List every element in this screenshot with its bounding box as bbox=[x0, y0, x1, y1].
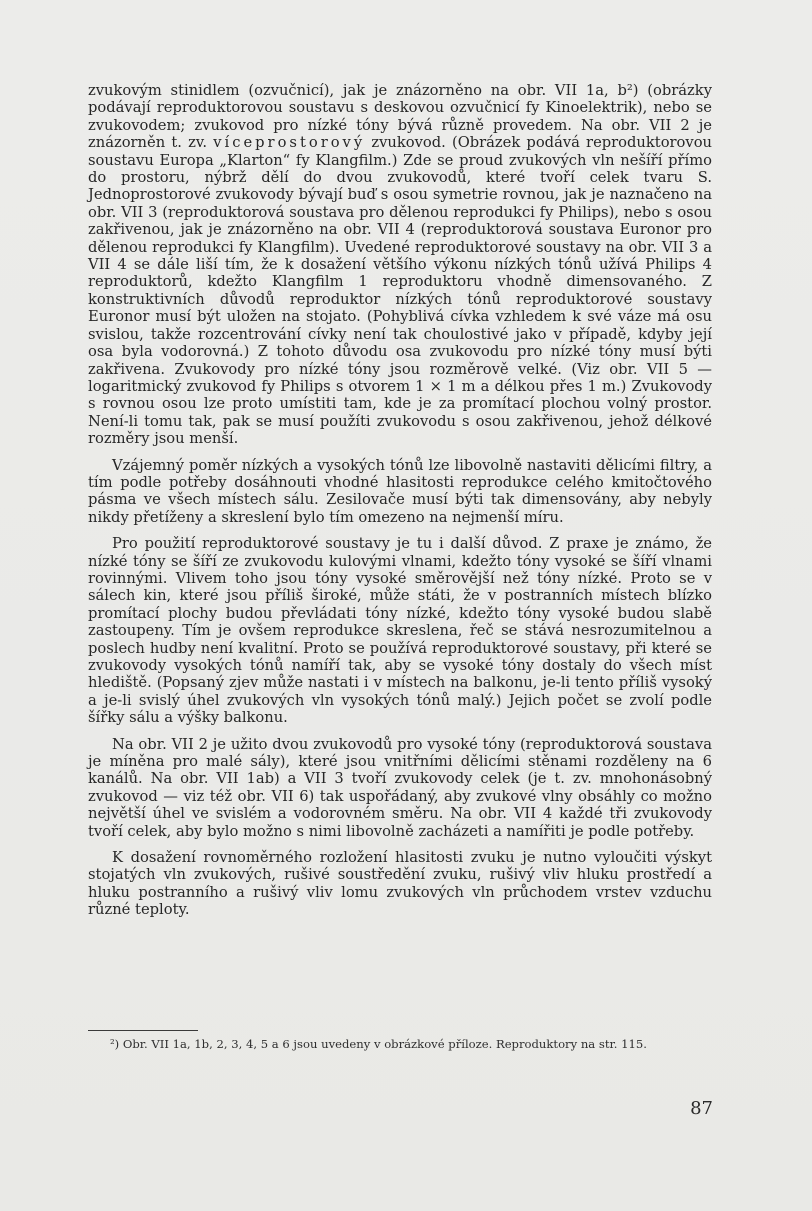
paragraph-1 bbox=[88, 82, 712, 448]
paragraph-1-text-b: zvukovod. (Obrázek podává reproduktorovou soustavu Europa „Klarton“ fy Klangfilm.) Zde se proud zvukových vln nešíří přímo do prostoru, nýbrž dělí do dvou zvukovodů, které tvoří celek tvaru S. Jednoprostorové zvukovody bývají buď s osou symetrie rovnou, jak je naznačeno na obr. VII 3 (reproduktorová soustava pro dělenou reprodukci fy Philips), nebo s osou zakřivenou, jak je znázorněno na obr. VII 4 (reproduktorová soustava Euronor pro dělenou reprodukci fy Klangfilm). Uvedené reproduktorové soustavy na obr. VII 3 a VII 4 se dále liší tím, že k dosažení většího výkonu nízkých tónů užívá Philips 4 reproduktorů, kdežto Klangfilm 1 reproduktoru vhodně dimensovaného. Z konstruktivních důvodů reproduktor nízkých tónů reproduktorové soustavy Euronor musí být uložen na stojato. (Pohyblivá cívka vzhledem k své váze má osu svislou, takže rozcentrování cívky není tak choulostivé jako v případě, kdyby její osa byla vodorovná.) Z tohoto důvodu osa zvukovodu pro nízké tóny musí býti zakřivena. Zvukovody pro nízké tóny jsou rozměrově velké. (Viz obr. VII 5 — logaritmický zvukovod fy Philips s otvorem 1 × 1 m a délkou přes 1 m.) Zvukovody s rovnou osou lze proto umístiti tam, kde je za promítací plochou volný prostor. Není-li tomu tak, pak se musí použíti zvukovodu s osou zakřivenou, jehož délkové rozměry jsou menší. bbox=[88, 134, 712, 448]
footnote: ²) Obr. VII 1a, 1b, 2, 3, 4, 5 a 6 jsou uvedeny v obrázkové příloze. Reproduktory na str. 115. bbox=[110, 1037, 647, 1051]
paragraph-3: Pro použití reproduktorové soustavy je tu i další důvod. Z praxe je známo, že nízké tóny se šíří ze zvukovodu kulovými vlnami, kdežto tóny vysoké se šíří vlnami rovinnými. Vlivem toho jsou tóny vysoké směrovější než tóny nízké. Proto se v sálech kin, které jsou příliš široké, může státi, že v postranních místech blízko promítací plochy budou převládati tóny nízké, kdežto tóny vysoké budou slabě zastoupeny. Tím je ovšem reprodukce skreslena, řeč se stává nesrozumitelnou a poslech hudby není kvalitní. Proto se používá reproduktorové soustavy, při které se zvukovody vysokých tónů namíří tak, aby se vysoké tóny dostaly do všech míst hlediště. (Popsaný zjev může nastati i v místech na balkonu, je-li tento příliš vysoký a je-li svislý úhel zvukových vln vysokých tónů malý.) Jejich počet se zvolí podle šířky sálu a výšky balkonu. bbox=[88, 535, 712, 727]
footnote-separator bbox=[88, 1030, 198, 1031]
paragraph-4: Na obr. VII 2 je užito dvou zvukovodů pro vysoké tóny (reproduktorová soustava je míněna pro malé sály), které jsou vnitřními dělicími stěnami rozděleny na 6 kanálů. Na obr. VII 1ab) a VII 3 tvoří zvukovody celek (je t. zv. mnohonásobný zvukovod — viz též obr. VII 6) tak uspořádaný, aby zvukové vlny obsáhly co možno největší úhel ve svislém a vodorovném směru. Na obr. VII 4 každé tři zvukovody tvoří celek, aby bylo možno s nimi libovolně zacházeti a namířiti je podle potřeby. bbox=[88, 735, 712, 840]
body-text bbox=[88, 82, 712, 919]
paragraph-5: K dosažení rovnoměrného rozložení hlasitosti zvuku je nutno vyloučiti výskyt stojatých vln zvukových, rušivé soustředění zvuku, rušivý vliv hluku prostředí a hluku postranního a rušivý vliv lomu zvukových vln průchodem vrstev vzduchu různé teploty. bbox=[88, 849, 712, 919]
page-number: 87 bbox=[690, 1098, 713, 1119]
paragraph-1-text-a: zvukovým stinidlem (ozvučnicí), jak je znázorněno na obr. VII 1a, b²) (obrázky podávají reproduktorovou soustavu s deskovou ozvučnicí fy Kinoelektrik), nebo se zvukovodem; zvukovod pro nízké tóny bývá různě provedem. Na obr. VII 2 je znázorněn t. zv. bbox=[88, 82, 712, 152]
paragraph-1-spaced-term: víceprostorový bbox=[213, 134, 366, 152]
paragraph-2: Vzájemný poměr nízkých a vysokých tónů lze libovolně nastaviti dělicími filtry, a tím podle potřeby dosáhnouti vhodné hlasitosti reprodukce celého kmitočtového pásma ve všech místech sálu. Zesilovače musí býti tak dimensovány, aby nebyly nikdy přetíženy a skreslení bylo tím omezeno na nejmenší míru. bbox=[88, 456, 712, 526]
